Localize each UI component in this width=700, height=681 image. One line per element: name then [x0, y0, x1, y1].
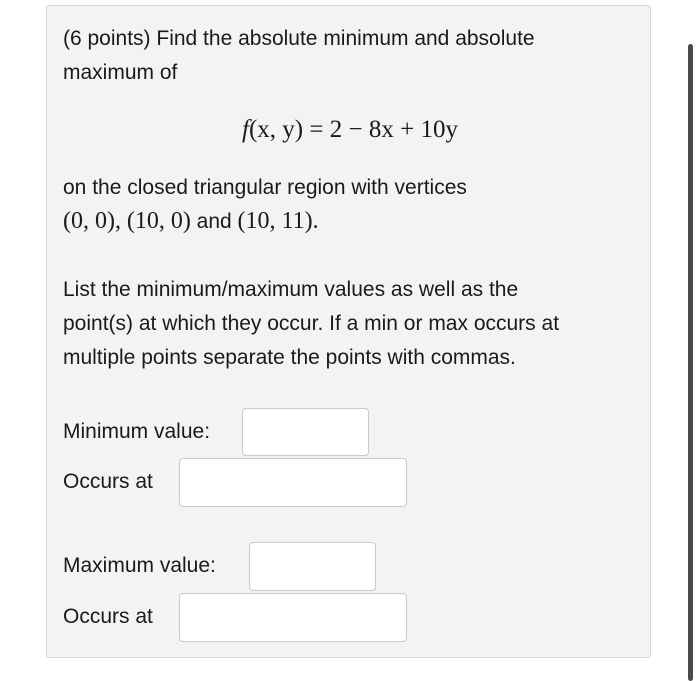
vertices-line: [63, 204, 319, 239]
vertex-2: (10, 0): [126, 208, 191, 234]
function-name: f: [242, 116, 249, 143]
minimum-value-label: Minimum value:: [63, 420, 211, 443]
function-formula: [0, 112, 700, 148]
max-occurs-at-label: Occurs at: [63, 605, 153, 628]
vertex-1: (0, 0): [63, 208, 115, 234]
region-line: on the closed triangular region with vertices: [63, 176, 467, 199]
max-occurs-at-input[interactable]: [179, 593, 407, 642]
function-expression: 2 − 8x + 10y: [329, 116, 458, 143]
maximum-value-input[interactable]: [249, 542, 376, 591]
function-args: (x, y): [248, 116, 304, 143]
instructions-line-3: multiple points separate the points with commas.: [63, 346, 516, 369]
period: .: [312, 208, 319, 234]
instructions-line-1: List the minimum/maximum values as well as the: [63, 278, 519, 301]
vertex-separator: ,: [114, 208, 121, 234]
equals-sign: =: [309, 116, 324, 143]
maximum-value-label: Maximum value:: [63, 554, 216, 577]
intro-line-1: (6 points) Find the absolute minimum and absolute: [63, 27, 535, 50]
min-occurs-at-input[interactable]: [179, 458, 407, 507]
vertex-3: (10, 11): [237, 208, 313, 234]
minimum-value-input[interactable]: [242, 408, 369, 456]
instructions-line-2: point(s) at which they occur. If a min or max occurs at: [63, 312, 560, 335]
min-occurs-at-label: Occurs at: [63, 470, 153, 493]
intro-line-2: maximum of: [63, 61, 178, 84]
and-word: and: [196, 210, 232, 233]
